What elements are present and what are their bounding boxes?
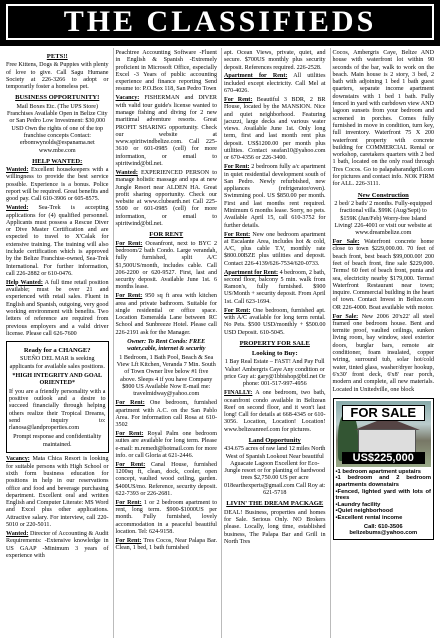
ad-lead: Vacancy: [6, 456, 30, 463]
ad-finally [224, 390, 326, 434]
ad-buy-heading: Looking to Buy: [251, 350, 298, 358]
section-heading-pets: PETS!! [46, 53, 68, 60]
ad-feature-item: • Laundry facility [336, 502, 432, 509]
ad-cocos: Cocos, Ambergris Caye, Belize AND house with waterfront lot within 90 seconds of the bar, walk to work on the beach. Main house is 2 story, 3 bed, 2 bath with adjoining 1 bed 1 bath guest quarters, separate income apartment downstairs with 1 bed 1 bath. Fully fenced in yard with curbdown view AND lagoon sunsets from your bedroom and screened in porches. Comes fully furnished in move in condition, turn key, full inventory. Waterfront 75 X 200 waterfront property with concrete building for COMMERCIAL Rental or workshop, caretakers quarters with 2 bed 1 bath, located on the only road through Tres Cocos. Go to palapabarandgrill.com for pictures and contact info. NOK FIRM for ALL. 226-3111. [332, 50, 434, 188]
ad-lead: For Rent: [115, 431, 144, 437]
ad-new-construction-heading: New Construction [357, 191, 409, 199]
ad-experienced [116, 170, 218, 228]
ad-lead: Apartment for Rent: [224, 73, 288, 80]
ad-text: Sea-Trek is accepting applications for (4) qualified personnel. Applicants must possess a Rescue Diver or Dive Master Certification and are expected to travel to X'Calak for extensive training. The training will also include certification which is approved by the Belize Franchise-owned, Sea-Trek International. For further information, call 226-2882 or 610-0476. [6, 205, 109, 277]
column-3 [221, 48, 328, 638]
ad-lead: For Rent: [224, 231, 251, 238]
ad-sale-1 [333, 239, 435, 312]
ad-lead: For Rent: [224, 96, 253, 103]
ad-box-text: Prompt response and confidentiality maintained. [13, 434, 102, 448]
house-photo [336, 401, 432, 467]
column-4 [330, 48, 437, 638]
ad-director-cont: Peachtree Accounting Software -Fluent in English & Spanish -Extremely proficient in Microsoft Office, especially Excel -3 Years of public accounting experience and finance reporting Send resume to: P.O.Box 118, San Pedro Town [115, 50, 217, 93]
ad-text: Oceanfront, next to BYC 2 bedroom/2 bath Condo. Large verandah, fully furnished, split A/C $1,500US/month, includes cable. Call 206-2200 or 620-9527. First, last and security deposit. Available June 1st. 6 months lease. [115, 240, 217, 291]
ad-rent-6 [116, 500, 218, 536]
ad-lead: For Sale: [332, 239, 360, 246]
ad-price: US$225,000 [342, 452, 426, 464]
ad-buy: 1 Bay Real Estate – FAST! And Pay Full Value! Ambergris Caye Any condition or price Guy at: gary@1bbishop@btl.net Or phone: 001-517-997-4956 [224, 359, 326, 388]
ad-living-heading: LIVIN' THE DREAM PACKAGE [226, 500, 324, 508]
ad-box-change [6, 341, 109, 453]
ad-text: One bedroom, furnished apt. with A/C available for long term rental. No Pets. $500 USD/monthly + $500.00 USD Deposit. 610-5045. [224, 307, 326, 336]
column-1 [4, 48, 111, 638]
for-sale-display-ad [333, 398, 435, 540]
ad-text: Director of Accounting & Audit Requirements: -Extensive knowledge in US GAAP -Minimum 3 years of experience with [6, 530, 109, 559]
ad-text: 2 bedroom fully a/c apartment in quiet residential development south of San Pedro. Newly refurbished, new appliances (refrigerator/oven). Swimming pool. US $850.00 per month. First and last months rent required. Minimum 6 months lease. Sorry, no pets. Available April 15, call 610-3752 for further details. [224, 164, 326, 229]
ad-owner: 1 Bedroom, 1 Bath Pool, Beach & Sea View Lft Kitchen, Veranda 7 Min. South of Town Owner live below #1 five above. Sleeps 4 if you have Company $800 US Available Now E-mail me: travelmidway@yahoo.com [116, 354, 216, 398]
ad-sale-2 [333, 314, 435, 394]
ad-feature-item: • Excellent rental income [336, 515, 432, 522]
ad-rent-7 [116, 538, 218, 553]
ad-text: New one bedroom apartment at Escalante Area, includes hot & cold, A/C, plus cable T.V, monthly rate $800.00BZE plus utilities and deposit. Contact 226-4139/626-7534/620-0733. [224, 231, 326, 267]
ad-pets: Free Kittens, Dogs & Puppies with plenty of love to give. Call Sagu Humane Society at 226-3266 to adopt or temporarily foster a homeless pet. [6, 62, 109, 91]
ad-email: belizebums@yahoo.com [349, 530, 418, 537]
column-2 [113, 48, 220, 638]
ad-lead: Wanted: [6, 530, 29, 537]
ad-text: Tres Cocos, Near Palapa Bar. Clean, 1 bed, 1 bath furnished [115, 537, 217, 552]
ad-director [6, 531, 109, 560]
ad-rent-4 [116, 431, 218, 460]
ad-lead: Wanted: [115, 169, 138, 176]
ad-text: Beautiful 3 BDR, 2 BR House, located by the MANSION. Nice and quiet neighborhood. Featuring jacuzzi, large decks and various water views. Available June 1st. Only long term, first and last month rent plus deposit. US$1200.00 per month plus utilities. Contact seafan10@yahoo.com or 670-4356 or 226-3400. [224, 96, 326, 162]
ad-text: Waterfront concrete home close to town $229,000.00. 70 feet of beach front, best beach $99,000.00! 200 feet of beach front, fine sale $229,000. Terms! 60 feet of beach front, punta and sea, electricity nearby $179,000. Terms! Waterfront Restaurant near town; inquire. Commercial building in the heart of town. Contact Invest in Belize.com OR 226-4000. Boat available with motor. [332, 239, 434, 311]
ad-rent-9 [224, 97, 326, 163]
ad-text: 950 sq ft area with kitchen area and private bathroom. Suitable for single residential or office space. Location Esmeralda Lane between RC School and Sunbreeze Hotel. Please call 226-2191 ask for the Manager. [115, 293, 217, 336]
masthead-frame [6, 4, 434, 40]
ad-text: 1 or 2 bedroom apartment to rent, long term. $900-$1000US per month. Fully furnished, lovely accommodation in a peaceful beautiful location. Tel: 624-9158. [115, 499, 217, 536]
ad-owner-heading: Owner: To Rent Condo: FREE water,cable, internet & security [127, 338, 206, 352]
ad-lead: For Rent: [115, 293, 143, 300]
ad-phone: Call: 610-3506 [363, 523, 403, 530]
ad-lead: Vacancy: [115, 95, 140, 102]
ad-rent-2 [116, 293, 218, 337]
ad-lead: FINALLY: [224, 390, 253, 397]
section-heading-property-for-sale: PROPERTY FOR SALE [239, 339, 310, 347]
ad-rent-1 [116, 241, 218, 292]
ad-rent-8 [224, 73, 326, 95]
classified-columns [4, 48, 436, 638]
ad-lead: For Rent: [115, 537, 142, 544]
page-title: THE CLASSIFIEDS [63, 4, 377, 38]
ad-help-3 [6, 280, 109, 338]
ad-vacancy-2 [116, 95, 218, 168]
ad-lead: For Rent: [115, 240, 143, 247]
ad-rent-3 [116, 400, 218, 429]
ad-lead: Wanted: [6, 205, 29, 212]
ad-text: EXPERIENCED PERSON to manage holistic massage and spa at new Jungle Resort near ALDEN HA. Great profit sharing opportunity. Check our website at www.clubearth.net Call 225-5500 or 601-0985 (cell) for more information, or email to spiritwind@btl.net. [115, 169, 217, 228]
ad-box-text: SUEÑO DEL MAR is seeking applicants for available sales positions. [9, 356, 105, 370]
ad-rent-12 [224, 270, 326, 306]
ad-lead: For Rent: [115, 400, 145, 407]
ad-rent-7-cont: apt. Ocean Views, private, quiet, and secure. $700US monthly plus security deposit. References required. 226-2528. [224, 50, 326, 71]
ad-text: A one bedroom, two bath, oceanfront condo available in Belizean Reef on second floor, and it won't last long! Call for details at 668-4345 or 610-3056. Location, Location! Location! www.belizeanreef.com for pictures. [224, 390, 326, 433]
ad-contact [336, 524, 432, 537]
ad-lead: Apartment for Rent: [224, 269, 279, 276]
ad-rent-11 [224, 232, 326, 268]
ad-land-heading: Land Opportunity [248, 437, 301, 444]
ad-text: A full time retail position available; must be over 21 and experienced with retail sales. Fluent in English and Spanish, outgoing, very good working environment with benefits. Two letters of reference are required from previous employers and a valid driver license. Please call 626-7600 [6, 279, 109, 337]
ad-feature-item: • 1 bedroom apartment upstairs [336, 469, 432, 476]
ad-lead: For Sale: [332, 313, 359, 320]
ad-lead: Help Wanted: [6, 279, 43, 286]
ad-rent-10 [224, 164, 326, 230]
ad-rent-13 [224, 308, 326, 337]
section-heading-help-wanted: HELP WANTED: [32, 157, 83, 165]
for-sale-banner: FOR SALE [342, 405, 426, 421]
ad-feature-item: • Fenced, lighted yard with lots of trees [336, 489, 432, 502]
ad-rent-5 [116, 462, 218, 498]
ad-new-construction: 2 bed/ 2 bath/ 2 months. Fully-equipped fractional villa. $99K (Aug/Sept) to $159K (Jan/Feb) Worry-free Island Living! 226-4001 or visit our website at www.dreambelize.com [334, 200, 433, 237]
ad-box-text: If you are a friendly personality with a positive outlook and a desire to succeed financially through helping others realize their Tropical Dreams, send inquiry to: rlanosa@landproperties.com [9, 388, 106, 432]
ad-feature-item: • 1 bedroom and 2 bedroom apartments downstairs [336, 475, 432, 488]
ad-text: Mata Chica Resort is looking for suitable persons with High School or sixth form business education for positions in help in our reservations office and food and beverage purchasing department. Excellent oral and written English and Computer Literate: MS Word and Excel plus other applications. Attractive salary. For interview, call 220-5010 or 220-5011. [6, 456, 109, 529]
ad-feature-item: • Quiet neighborhood [336, 508, 432, 515]
ad-lead: For Rent: [224, 307, 251, 314]
masthead [0, 0, 440, 46]
ad-box-heading: Ready for a CHANGE? [23, 347, 91, 355]
section-heading-business: BUSINESS OPPORTUNITY! [15, 94, 100, 102]
ad-text: FISHERMAN and DIVER with valid tour guide's license wanted to manage fishing and diving for 2 new maritimal adventure resorts. Great PROFIT SHARING opportunity. Check our website at www.spiritwindbelize.com. Call 225-3610 or 601-0985 (cell) for more information, or email to spiritwind@btl.net. [115, 95, 217, 168]
ad-help-1 [6, 167, 109, 203]
ad-lead: For Rent: [115, 499, 142, 506]
ad-living: DEAL! Business, properties and homes for Sale. Serious Only. NO Brokers please. Locally, long time, established business, The Palapa Bar and Grill in North Tres [224, 509, 326, 545]
ad-help-2 [6, 205, 109, 278]
ad-lead: Wanted: [6, 167, 29, 174]
ad-text: Canal House, furnished 1200sq ft, clean, dock, cooler, open concept, vaulted wood ceiling, garden. $400US/mo. Reference, security deposit. 622-7393 or 226-2681. [115, 461, 217, 497]
ad-box-text: *HIGH INTEGRITY AND GOAL ORIENTED* [12, 372, 103, 386]
ad-land: 434.675 acres of raw land 12 miles North West of Spanish Lookout Near beautiful Aguacate Lagoon Excellent for Eco-Jungle resort or for planting of hardwood trees $2,750.00 US per acre 018earthexperts@gmail.com Call Roy at: 621-5718 [224, 446, 326, 497]
ad-text: 4 bedroom, 2 bath, second floor, balcony 5 min. walk from Ramon's, fully furnished. $900 US/Month + security deposit. From April 1st. Call 623-1694. [224, 269, 326, 305]
section-heading-for-rent: FOR RENT [149, 231, 184, 239]
ad-text: All utilities included except electricity. Call Mel at 670-4026. [224, 73, 326, 95]
ad-text: New 2006 20'x22' all steel framed one bedroom house. Bent and termite proof, vaulted ceilings, sunken living room, bay window, steel exterior doors, burglar bars, remote air conditioner, foam insulated, copper wiring, surround tub, solar hot/cold water, tinted glass, washer/dryer hookup, 6'x30' front deck, 6'x8' rear porch, modern and complete, all new materials. Located in Unitedville, one block [332, 313, 434, 393]
ad-text: One bedroom, furnished apartment with A.C. on the San Pablo Area. For information call Rosa at 610-3502 [115, 400, 217, 429]
ad-lead: For Rent: [224, 164, 250, 171]
ad-lead: For Rent: [115, 461, 146, 468]
ad-text: Royal Palm one bedroom suites are available for long term. Please e-mail: m.remedi@hotmail.com for more info. or call Gloria at 621-2446. [115, 431, 217, 459]
ad-text: Excellent housekeepers with a willingness to provide the best service possible. Experience is a bonus. Police report will be required. Great benefits and good pay. Call 610-3906 or 605-8575. [6, 167, 109, 203]
ad-vacancy [6, 456, 109, 529]
ad-business: Mail Boxes Etc. (The UPS Store) Franchises Available Open in Belize City or San Pedro Low Investment: $30,000 USD Own the rights of one of the top franchise concepts Contact: erbomwynolds@espanama.net www.mbe.com [6, 103, 108, 154]
ad-feature-list [336, 469, 432, 522]
